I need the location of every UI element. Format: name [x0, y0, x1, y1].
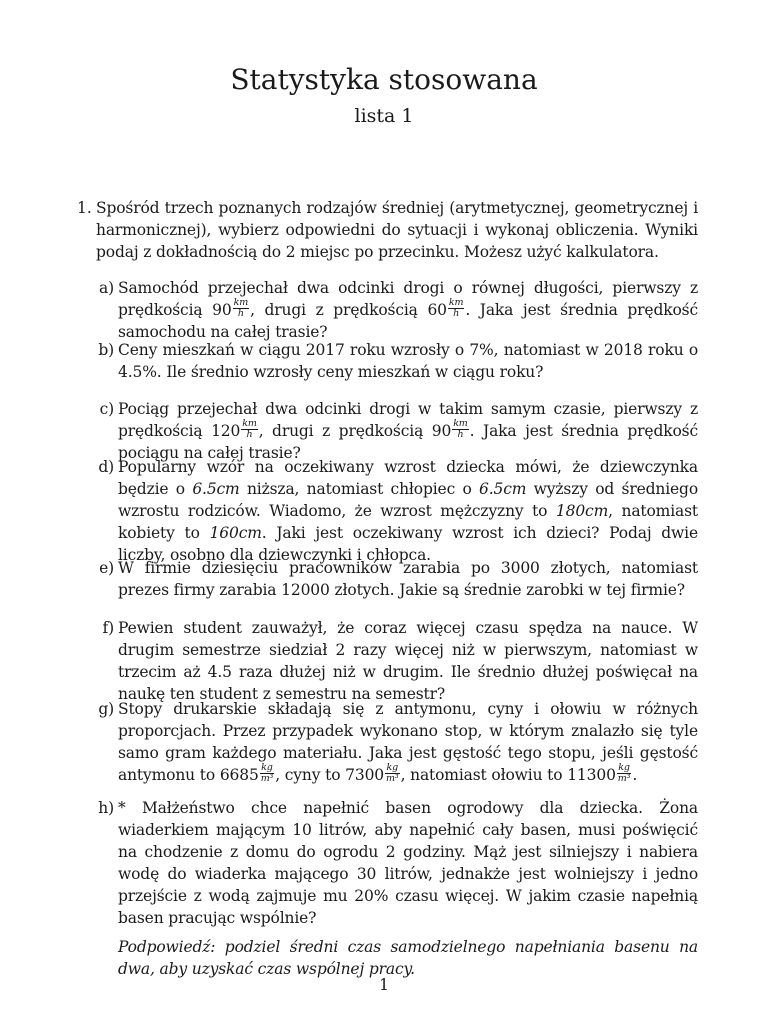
- text-segment: , natomiast kobiety to: [118, 502, 699, 542]
- subproblem-label: f): [102, 619, 114, 637]
- unit-fraction: [617, 763, 632, 784]
- text-segment: Pociąg przejechał dwa odcinki drogi w takim samym czasie, pierwszy z prędkością: [118, 400, 698, 440]
- fraction-denominator: h: [453, 307, 460, 319]
- unit-fraction: [241, 419, 257, 440]
- problem-1: [72, 197, 698, 263]
- fraction-denominator: h: [457, 428, 464, 440]
- unit-fraction: [385, 763, 400, 784]
- subproblem-c: [88, 398, 698, 464]
- math-value: 180cm: [555, 502, 609, 520]
- page-number: 1: [379, 976, 389, 994]
- text-segment: . Jaka jest średnia prędkość pociągu na całej trasie?: [118, 422, 698, 462]
- hint-text: Podpowiedź: podziel średni czas samodzielnego napełniania basenu na dwa, aby uzyskać czas wspólnej pracy.: [118, 938, 698, 978]
- subproblem-label: e): [99, 559, 114, 577]
- math-value: 12000: [281, 581, 330, 599]
- text-segment: złotych. Jakie są średnie zarobki w tej firmie?: [329, 581, 685, 599]
- subproblem-text: [118, 398, 698, 464]
- math-value: 90: [431, 422, 452, 440]
- subproblem-label: d): [98, 458, 114, 476]
- subproblem-text: [118, 797, 698, 929]
- fraction-numerator: kg: [618, 761, 630, 773]
- math-value: 11300: [567, 766, 616, 784]
- math-value: 120: [211, 422, 241, 440]
- document-title: Statystyka stosowana: [230, 63, 538, 96]
- document-subtitle: lista 1: [354, 105, 414, 127]
- text-segment: litrów, jednakże jest wolniejszy i jedno przejście z wodą zajmuje mu: [118, 865, 699, 905]
- text-segment: .: [632, 766, 638, 784]
- subproblem-text: [118, 617, 698, 705]
- math-value: 20%: [354, 887, 389, 905]
- fraction-numerator: km: [448, 296, 464, 308]
- math-value: 60: [427, 301, 447, 319]
- text-segment: , drugi z prędkością: [250, 301, 428, 319]
- math-value: 2: [385, 843, 396, 861]
- subproblem-text: [118, 339, 698, 383]
- text-segment: , natomiast w 2018 roku o: [493, 341, 698, 359]
- subproblem-label: a): [99, 279, 114, 297]
- subproblem-a: [88, 277, 698, 343]
- fraction-denominator: m³: [617, 772, 631, 784]
- math-value: 90: [212, 301, 232, 319]
- unit-fraction: [448, 298, 464, 319]
- text-segment: . Jaka jest średnia prędkość samochodu na całej trasie?: [118, 301, 698, 341]
- subproblem-label: g): [98, 700, 114, 718]
- text-segment: , cyny to: [275, 766, 346, 784]
- subproblem-text: [118, 557, 698, 601]
- text-segment: * Małżeństwo chce napełnić basen ogrodowy dla dziecka. Żona wiaderkiem mającym: [118, 799, 698, 839]
- fraction-numerator: km: [233, 296, 249, 308]
- math-value: 30: [356, 865, 377, 883]
- unit-fraction: [233, 298, 249, 319]
- problem-number: 1.: [77, 199, 92, 217]
- subproblem-b: [88, 339, 698, 383]
- subproblem-text: [118, 456, 698, 566]
- text-segment: niższa, natomiast chłopiec o: [239, 480, 480, 498]
- subproblem-label: b): [98, 341, 114, 359]
- math-value: 4.5%: [118, 363, 157, 381]
- math-value: 2: [335, 641, 346, 659]
- fraction-numerator: kg: [386, 761, 399, 773]
- text-segment: Pewien student zauważył, że coraz więcej czasu spędza na nauce. W drugim semestrze siedział: [118, 619, 698, 659]
- text-segment: razy więcej niż w pierwszym, natomiast w trzecim aż: [118, 641, 698, 681]
- subproblem-e: [88, 557, 698, 601]
- text-segment: Popularny wzór na oczekiwany wzrost dziecka mówi, że dziewczynka będzie o: [118, 458, 698, 498]
- math-value: 4.5: [207, 663, 232, 681]
- subproblem-text: [118, 277, 698, 343]
- subproblem-label: h): [98, 799, 114, 817]
- text-segment: . Jaki jest oczekiwany wzrost ich dzieci? Podaj dwie liczby, osobno dla dziewczynki i chłopca.: [118, 524, 698, 564]
- text-segment: raza dłużej niż w drugim. Ile średnio dłużej poświęcał na naukę ten student z semestru na semestr?: [118, 663, 698, 703]
- text-segment: Stopy drukarskie składają się z antymonu, cyny i ołowiu w różnych proporcjach. Przez przypadek wykonano stop, w którym znalazło się tyle samo gram każdego materiału. Jaka jest gęstość tego stopu, jeśli gęstość antymonu to: [118, 700, 698, 784]
- math-value: 7300: [345, 766, 385, 784]
- text-segment: czasu więcej. W jakim czasie napełnią basen pracując wspólnie?: [118, 887, 698, 927]
- text-segment: litrów, aby napełnić cały basen, musi poświęcić na chodzenie z domu do ogrodu: [118, 821, 698, 861]
- text-segment: W firmie dziesięciu pracowników zarabia po: [118, 559, 501, 577]
- text-segment: Ceny mieszkań w ciągu 2017 roku wzrosły o: [118, 341, 470, 359]
- text-segment: , drugi z prędkością: [258, 422, 432, 440]
- math-value: 6.5cm: [192, 480, 240, 498]
- subproblem-label: c): [99, 400, 114, 418]
- text-segment: godziny. Mąż jest silniejszy i nabiera wodę do wiaderka mającego: [118, 843, 698, 883]
- subproblem-text: [118, 698, 698, 786]
- text-segment: złotych, natomiast prezes firmy zarabia: [118, 559, 698, 599]
- fraction-numerator: km: [453, 417, 468, 429]
- text-segment: , natomiast ołowiu to: [400, 766, 568, 784]
- subproblem-h: [88, 797, 698, 980]
- fraction-denominator: h: [246, 428, 253, 440]
- unit-fraction: [260, 763, 275, 784]
- subproblem-g: [88, 698, 698, 786]
- unit-fraction: [452, 419, 468, 440]
- fraction-denominator: m³: [386, 772, 399, 784]
- subproblem-f: [88, 617, 698, 705]
- math-value: 7%: [469, 341, 494, 359]
- fraction-denominator: h: [237, 307, 244, 319]
- math-value: 3000: [500, 559, 540, 577]
- text-segment: Samochód przejechał dwa odcinki drogi o równej długości, pierwszy z prędkością: [118, 279, 698, 319]
- math-value: 6685: [219, 766, 259, 784]
- fraction-numerator: km: [242, 417, 257, 429]
- subproblem-d: [88, 456, 698, 566]
- math-value: 6.5cm: [479, 480, 527, 498]
- problem-intro: Spośród trzech poznanych rodzajów średniej (arytmetycznej, geometrycznej i harmonicznej), wybierz odpowiedni do sytuacji i wykonaj obliczenia. Wyniki podaj z dokładnością do 2 miejsc po przecinku. Możesz użyć kalkulatora.: [96, 199, 698, 261]
- math-value: 160cm: [209, 524, 262, 542]
- fraction-numerator: kg: [261, 761, 273, 773]
- fraction-denominator: m³: [260, 772, 274, 784]
- text-segment: . Ile średnio wzrosły ceny mieszkań w ciągu roku?: [156, 363, 544, 381]
- text-segment: wyższy od średniego wzrostu rodziców. Wiadomo, że wzrost mężczyzny to: [118, 480, 698, 520]
- math-value: 10: [292, 821, 312, 839]
